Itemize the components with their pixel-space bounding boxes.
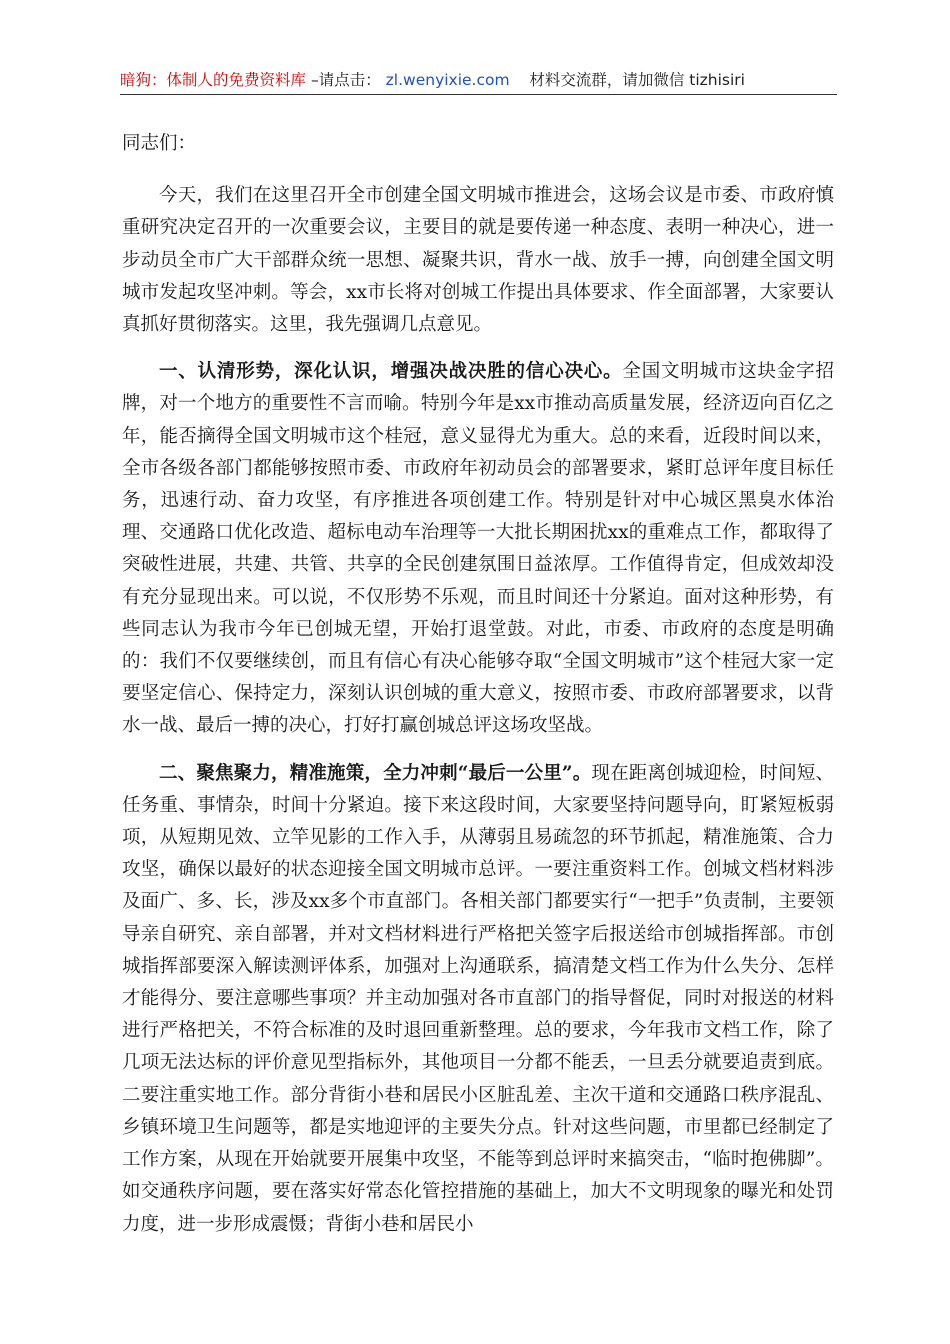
page-header: [120, 66, 837, 94]
header-divider: [120, 94, 837, 95]
document-body: [122, 128, 834, 1256]
section-2-heading: 二、聚焦聚力，精准施策，全力冲刺“最后一公里”。: [159, 762, 592, 784]
greeting: 同志们：: [122, 133, 197, 154]
intro-paragraph: 今天，我们在这里召开全市创建全国文明城市推进会，这场会议是市委、市政府慎重研究决定召开的一次重要会议，主要目的就是要传递一种态度、表明一种决心，进一步动员全市广大干部群众统一思想、凝聚共识，背水一战、放手一搏，向创建全国文明城市发起攻坚冲刺。等会，xx市长将对创城工作提出具体要求、作全面部署，大家要认真抓好贯彻落实。这里，我先强调几点意见。: [122, 185, 834, 336]
section-2-body: 现在距离创城迎检，时间短、任务重、事情杂，时间十分紧迫。接下来这段时间，大家要坚持问题导向，盯紧短板弱项，从短期见效、立竿见影的工作入手，从薄弱且易疏忽的环节抓起，精准施策、合力攻坚，确保以最好的状态迎接全国文明城市总评。一要注重资料工作。创城文档材料涉及面广、多、长，涉及xx多个市直部门。各相关部门都要实行“一把手”负责制，主要领导亲自研究、亲自部署，并对文档材料进行严格把关签字后报送给市创城指挥部。市创城指挥部要深入解读测评体系，加强对上沟通联系，搞清楚文档工作为什么失分、怎样才能得分、要注意哪些事项？并主动加强对各市直部门的指导督促，同时对报送的材料进行严格把关，不符合标准的及时退回重新整理。总的要求，今年我市文档工作，除了几项无法达标的评价意见型指标外，其他项目一分都不能丢，一旦丢分就要追责到底。二要注重实地工作。部分背街小巷和居民小区脏乱差、主次干道和交通路口秩序混乱、乡镇环境卫生问题等，都是实地迎评的主要失分点。针对这些问题，市里都已经制定了工作方案，从现在开始就要开展集中攻坚，不能等到总评时来搞突击，“临时抱佛脚”。如交通秩序问题，要在落实好常态化管控措施的基础上，加大不文明现象的曝光和处罚力度，进一步形成震慑；背街小巷和居民小: [122, 762, 834, 1235]
section-1-paragraph: [122, 356, 834, 742]
section-1-body: 全国文明城市这块金字招牌，对一个地方的重要性不言而喻。特别今年是xx市推动高质量发展，经济迈向百亿之年，能否摘得全国文明城市这个桂冠，意义显得尤为重大。总的来看，近段时间以来，全市各级各部门都能够按照市委、市政府年初动员会的部署要求，紧盯总评年度目标任务，迅速行动、奋力攻坚，有序推进各项创建工作。特别是针对中心城区黑臭水体治理、交通路口优化改造、超标电动车治理等一大批长期困扰xx的重难点工作，都取得了突破性进展，共建、共管、共享的全民创建氛围日益浓厚。工作值得肯定，但成效却没有充分显现出来。可以说，不仅形势不乐观，而且时间还十分紧迫。面对这种形势，有些同志认为我市今年已创城无望，开始打退堂鼓。对此，市委、市政府的态度是明确的：我们不仅要继续创，而且有信心有决心能够夺取“全国文明城市”这个桂冠大家一定要坚定信心、保持定力，深刻认识创城的重大意义，按照市委、市政府部署要求，以背水一战、最后一搏的决心，打好打赢创城总评这场攻坚战。: [122, 361, 834, 737]
header-link[interactable]: zl.wenyixie.com: [385, 71, 510, 89]
header-title: 暗狗：体制人的免费资料库: [120, 71, 307, 89]
header-contact: 材料交流群，请加微信 tizhisiri: [529, 71, 745, 89]
section-1-heading: 一、认清形势，深化认识，增强决战决胜的信心决心。: [159, 361, 623, 383]
section-2-paragraph: [122, 758, 834, 1241]
header-prompt: –请点击：: [310, 71, 381, 89]
